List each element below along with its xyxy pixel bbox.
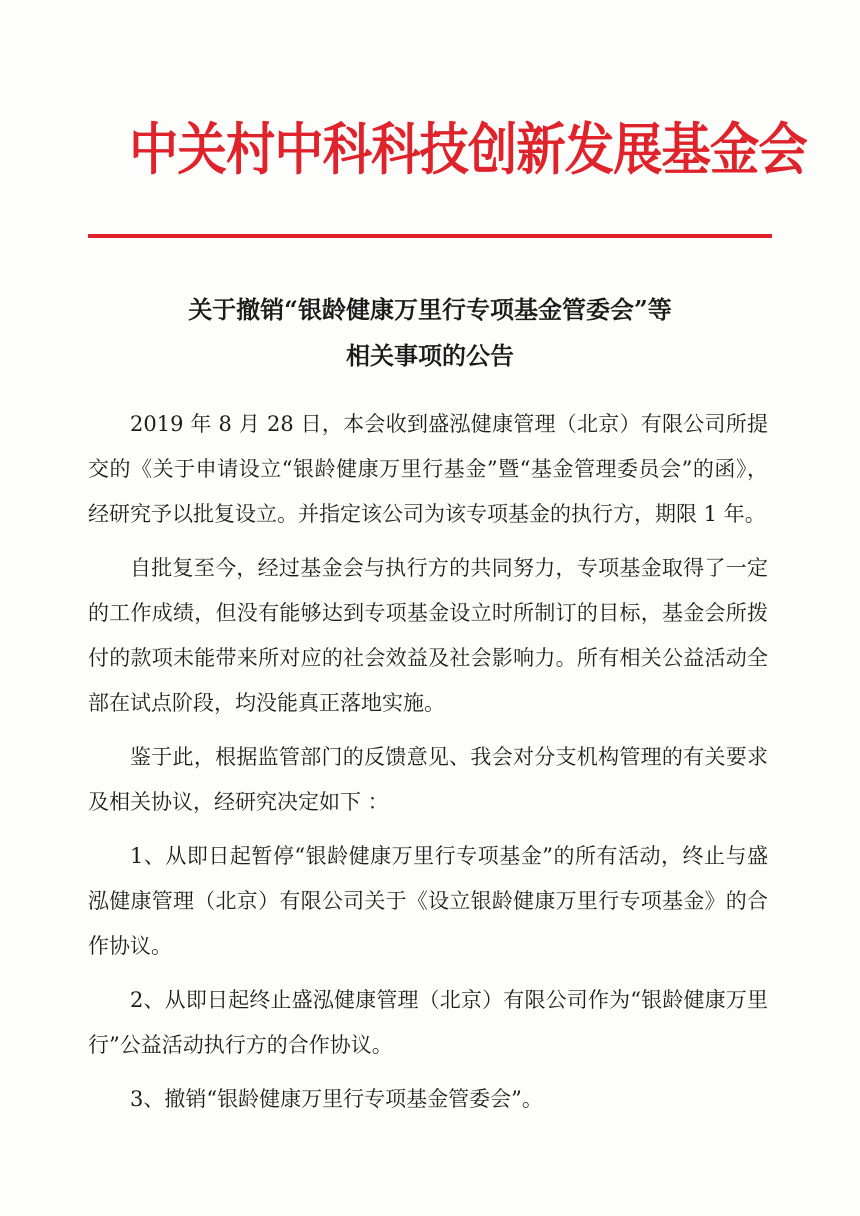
letterhead-org-name: 中关村中科科技创新发展基金会 bbox=[129, 117, 807, 183]
paragraph-item-1: 1、从即日起暂停“银龄健康万里行专项基金”的所有活动，终止与盛泓健康管理（北京）有限公司关于《设立银龄健康万里行专项基金》的合作协议。 bbox=[88, 844, 768, 958]
paragraph-item-3: 3、撤销“银龄健康万里行专项基金管委会”。 bbox=[130, 1087, 543, 1111]
paragraph-progress: 自批复至今，经过基金会与执行方的共同努力，专项基金取得了一定的工作成绩，但没有能够达到专项基金设立时所制订的目标，基金会所拨付的款项未能带来所对应的社会效益及社会影响力。所有相关公益活动全部在试点阶段，均没能真正落地实施。 bbox=[88, 556, 768, 715]
paragraph-decision-intro: 鉴于此，根据监管部门的反馈意见、我会对分支机构管理的有关要求及相关协议，经研究决定如下 ： bbox=[88, 745, 768, 814]
paragraph-item-2: 2、从即日起终止盛泓健康管理（北京）有限公司作为“银龄健康万里行”公益活动执行方的合作协议。 bbox=[88, 988, 768, 1057]
letterhead-red-rule bbox=[88, 234, 772, 238]
paragraph-background: 2019 年 8 月 28 日，本会收到盛泓健康管理（北京）有限公司所提交的《关于申请设立“银龄健康万里行基金”暨“基金管理委员会”的函》，经研究予以批复设立。并指定该公司为该专项基金的执行方，期限 1 年。 bbox=[88, 412, 768, 526]
document-body bbox=[88, 402, 768, 1131]
document-title-line-2: 相关事项的公告 bbox=[346, 341, 514, 370]
document-title-line-1: 关于撤销“银龄健康万里行专项基金管委会”等 bbox=[188, 295, 672, 324]
